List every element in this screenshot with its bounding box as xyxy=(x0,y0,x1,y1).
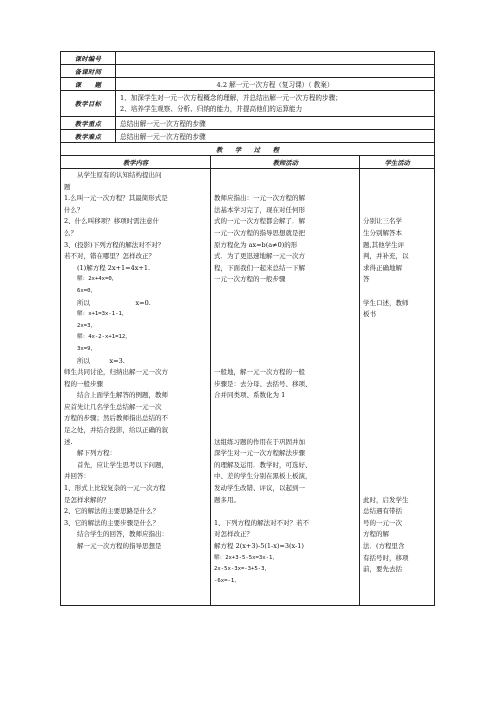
content-line: 是怎样求解的？ xyxy=(64,495,110,504)
teacher-line: 一般地，解一元一次方程的一般 xyxy=(214,368,305,377)
content-line: 解下列方程： xyxy=(77,449,116,458)
student-line: 前，要先去括 xyxy=(363,565,402,574)
content-line: 3、(投影)下列方程的解法对不对？ xyxy=(64,240,165,249)
teacher-line: 的理解及运用．教学时，可选好、 xyxy=(214,460,312,469)
content-line: 题 xyxy=(64,182,71,191)
teacher-line: 解：2x+3-5-5x=3x-1， xyxy=(214,554,278,561)
content-line: 述. xyxy=(64,437,73,446)
teacher-line: 法基本学习完了，现在对任何形 xyxy=(214,205,305,214)
teacher-line: 合并同类项、系数化为 1 xyxy=(214,391,286,400)
teacher-line: 发动学生改错、评议，以起到一 xyxy=(214,484,305,493)
student-line: 有括号时，移项 xyxy=(363,553,409,562)
teacher-line: 解方程 2(x+3)-5(1-x)=3(x-1) xyxy=(214,542,304,550)
row-prep-time xyxy=(61,65,434,78)
content-line: 应首先让几名学生总结解一元一次 xyxy=(64,402,162,411)
row-process-title xyxy=(61,143,434,156)
student-line: 号的一元一次 xyxy=(363,518,402,527)
label-topic: 课 题 xyxy=(61,78,116,90)
objective-1: 1、加深学生对一元一次方程概念的理解，并总结出解一元一次方程的步骤； xyxy=(120,94,342,102)
student-line: 分别让三名学 xyxy=(363,217,402,226)
content-column xyxy=(61,169,211,605)
content-line: 若不对，错在哪里？怎样改正？ xyxy=(64,252,155,261)
value-difficulty: 总结出解一元一次方程的步骤 xyxy=(120,133,206,141)
label-difficulty: 教学难点 xyxy=(61,130,116,142)
teacher-line: 原方程化为 ax=b(a≠0)的形 xyxy=(214,240,298,249)
content-line: 么？ xyxy=(64,228,77,237)
content-line: (1)解方程 2x+1=4x+1. xyxy=(77,263,151,272)
content-line: 解：x+1=3x-1-1， xyxy=(77,311,128,318)
content-line: 6x=0， xyxy=(77,287,97,294)
label-lesson-number: 课时编号 xyxy=(61,52,116,64)
row-topic xyxy=(61,78,434,91)
content-line: 3x=9， xyxy=(77,345,97,352)
content-line: 程的一般步骤 xyxy=(64,379,103,388)
student-line: 板书 xyxy=(363,310,376,319)
teacher-line: 2x-5x-3x=-3+5-3， xyxy=(214,566,271,573)
value-key-points: 总结出解一元一次方程的步骤 xyxy=(120,120,206,128)
student-line: 答 xyxy=(363,275,370,284)
student-line: 生分别解答本 xyxy=(363,228,402,237)
lesson-plan-table xyxy=(60,51,435,606)
content-line: 什么？ xyxy=(64,205,84,214)
teacher-line: 教师应指出：一元一次方程的解 xyxy=(214,194,305,203)
objective-2: 2、培养学生观察、分析、归纳的能力，并提高他们的运算能力 xyxy=(120,104,303,113)
teacher-line: 式．为了更迅速地解一元一次方 xyxy=(214,252,305,261)
teacher-line: 程，下面我们一起来总结一下解 xyxy=(214,263,305,272)
content-line: 解：4x-2-x+1=12， xyxy=(77,334,131,341)
label-objectives: 教学目标 xyxy=(61,91,116,116)
teacher-line: -6x=-1， xyxy=(214,577,240,584)
content-line: 解：2x+4x=0， xyxy=(77,276,118,283)
student-line: 法．(方程里含 xyxy=(363,542,405,550)
content-line: 结合学生的回答，教师应指出： xyxy=(77,530,168,539)
student-line: 题,其他学生评 xyxy=(363,240,405,249)
student-column xyxy=(360,169,434,605)
student-line: 判，并补充，以 xyxy=(363,252,409,261)
value-prep-time xyxy=(116,65,434,77)
header-student: 学生活动 xyxy=(384,159,410,167)
content-line: 1、形式上比较复杂的一元一次方程 xyxy=(64,484,166,493)
value-objectives xyxy=(116,91,434,116)
row-column-headers xyxy=(61,156,434,169)
content-line: 结合上面学生解答的例题，教师 xyxy=(77,391,168,400)
header-teacher: 教师活动 xyxy=(211,156,360,168)
teacher-line: 步骤是：去分母、去括号、移项、 xyxy=(214,379,312,388)
student-line: 方程的解 xyxy=(363,530,389,539)
student-line: 此时，启发学生 xyxy=(363,495,409,504)
content-line: 所以 x=0. xyxy=(77,298,151,307)
teacher-line: 1、下列方程的解法对不对？若不 xyxy=(214,518,310,527)
content-line: 2、它的解法的主要思路是什么？ xyxy=(64,507,160,516)
teacher-column xyxy=(211,169,360,605)
content-line: 1.么叫一元一次方程？其最简形式是 xyxy=(64,194,168,203)
teacher-line: 式的一元一次方程都会解了．解 xyxy=(214,217,305,226)
row-lesson-number xyxy=(61,52,434,65)
row-process-body xyxy=(61,169,434,605)
label-key-points: 教学重点 xyxy=(61,117,116,129)
row-objectives xyxy=(61,91,434,117)
content-line: 首先，应让学生思考以下问题， xyxy=(77,460,168,469)
student-line: 总结遇有带括 xyxy=(363,507,402,516)
student-line: 学生口述，教师 xyxy=(363,298,409,307)
value-topic: 4.2 解一元一次方程（复习课）（ 教案） xyxy=(216,81,334,89)
content-line: 3、它的解法的主要步骤是什么？ xyxy=(64,518,160,527)
teacher-line: 题多用。 xyxy=(214,495,240,504)
header-content: 教学内容 xyxy=(61,156,211,168)
value-lesson-number xyxy=(116,52,434,64)
content-line: 足之处，并结合投影，给以正确的叙 xyxy=(64,426,168,435)
teacher-line: 对怎样改正？ xyxy=(214,530,253,539)
teacher-line: 一元一次方程的一般步骤 xyxy=(214,275,286,284)
content-line: 并回答： xyxy=(64,472,90,481)
row-key-points xyxy=(61,117,434,130)
teacher-line: 一元一次方程的指导思想就是把 xyxy=(214,228,305,237)
content-line: 解一元一次方程的指导思想是 xyxy=(77,542,162,550)
content-line: 方程的步骤；然后教师指出总结的不 xyxy=(64,414,168,423)
label-prep-time: 备课时间 xyxy=(61,65,116,77)
content-line: 所以 x=3. xyxy=(77,356,125,365)
content-line: 2x=3， xyxy=(77,322,97,329)
process-title: 教 学 过 程 xyxy=(216,146,279,154)
teacher-line: 深学生对一元一次方程解法步骤 xyxy=(214,449,305,458)
content-line: 2、什么叫移项？移项时需注意什 xyxy=(64,217,160,226)
row-difficulty xyxy=(61,130,434,143)
teacher-line: 中、差的学生分别在黑板上板演， xyxy=(214,472,312,481)
content-line: 从学生原有的认知结构提出问 xyxy=(77,171,162,179)
student-line: 求得正确地解 xyxy=(363,263,402,272)
teacher-line: 这组练习题的作用在于巩固并加 xyxy=(214,437,305,446)
content-line: 师生共同讨论，归纳出解一元一次方 xyxy=(64,368,168,377)
